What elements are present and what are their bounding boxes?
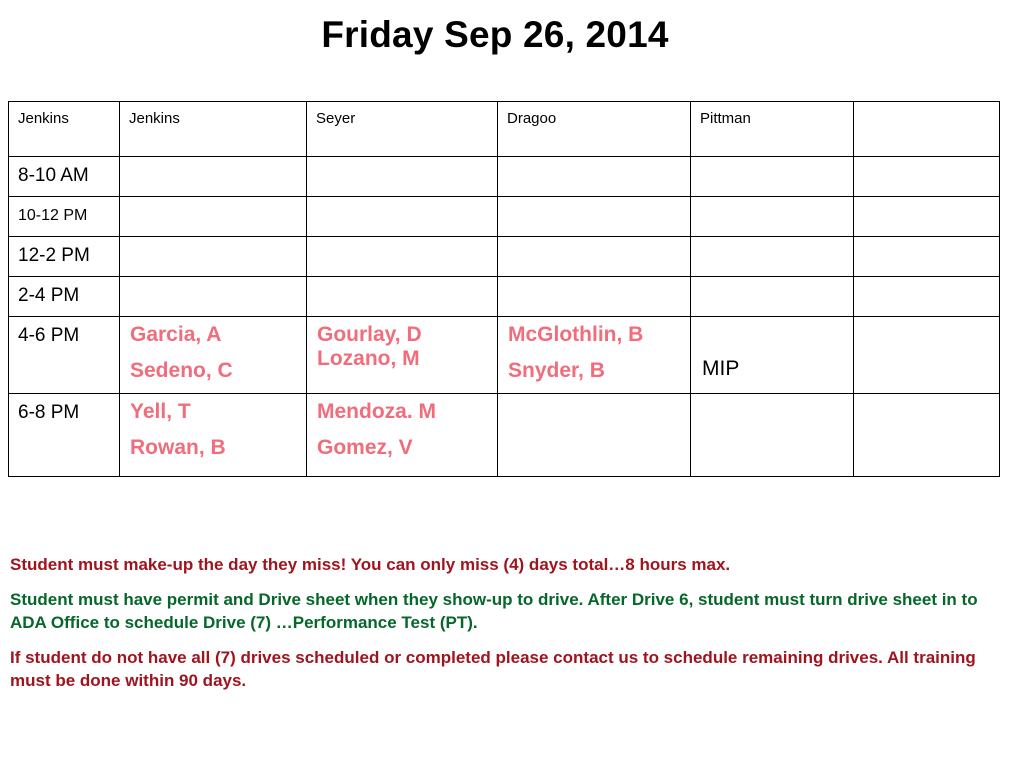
header-cell [691,102,854,157]
note-permit: Student must have permit and Drive sheet when they show-up to drive. After Drive 6, student must turn drive sheet in to ADA Office to schedule Drive (7) …Performance Test (PT). [10,590,978,632]
schedule-cell [498,157,691,197]
student-name: Garcia, A [130,323,222,346]
schedule-cell [307,157,498,197]
schedule-table [8,101,1000,477]
time-slot-label: 12-2 PM [18,245,90,266]
header-instructor-pittman: Pittman [700,110,751,127]
schedule-cell [307,277,498,317]
schedule-cell [854,277,1000,317]
schedule-cell [854,197,1000,237]
student-name: McGlothlin, B [508,323,644,346]
student-name: Lozano, M [317,347,420,370]
schedule-cell [498,317,691,394]
schedule-cell [498,277,691,317]
time-slot-label: 4-6 PM [18,325,80,346]
student-name: Sedeno, C [130,359,233,382]
table-row [9,157,1000,197]
student-list [120,317,306,383]
header-instructor-seyer: Seyer [316,110,356,127]
time-cell [9,237,120,277]
time-slot-label: 8-10 AM [18,165,89,186]
schedule-cell [854,317,1000,394]
note-contact: If student do not have all (7) drives scheduled or completed please contact us to schedule remaining drives. All training must be done within 90 days. [10,648,976,690]
schedule-cell [307,237,498,277]
student-name: Yell, T [130,400,191,423]
time-slot-label: 2-4 PM [18,285,80,306]
schedule-cell [498,394,691,477]
schedule-cell [691,197,854,237]
note-makeup: Student must make-up the day they miss! You can only miss (4) days total…8 hours max. [10,555,731,574]
schedule-cell [854,237,1000,277]
table-row [9,317,1000,394]
header-cell [9,102,120,157]
mip-label: MIP [702,357,740,380]
schedule-cell [498,237,691,277]
table-row [9,197,1000,237]
student-name: Rowan, B [130,436,226,459]
student-name: Gomez, V [317,436,413,459]
student-name: Mendoza. M [317,400,436,423]
header-cell-empty [854,102,1000,157]
time-slot-label: 10-12 PM [18,207,88,224]
table-row [9,277,1000,317]
schedule-cell [691,317,854,394]
time-cell [9,197,120,237]
schedule-cell [120,277,307,317]
student-list [307,394,497,460]
student-list [498,317,690,383]
schedule-cell [307,394,498,477]
header-time-column: Jenkins [18,110,69,127]
header-instructor-jenkins: Jenkins [129,110,180,127]
schedule-cell [120,394,307,477]
schedule-cell [691,277,854,317]
notes-section [10,553,1000,704]
header-row [9,102,1000,157]
schedule-cell [307,197,498,237]
time-cell [9,277,120,317]
header-blank [854,102,999,110]
time-slot-label: 6-8 PM [18,402,80,423]
schedule-cell [854,157,1000,197]
schedule-cell [120,197,307,237]
table-row [9,394,1000,477]
time-cell [9,394,120,477]
schedule-cell [854,394,1000,477]
time-cell [9,157,120,197]
student-list [307,317,497,371]
schedule-cell [120,157,307,197]
header-cell [120,102,307,157]
page-title: Friday Sep 26, 2014 [321,14,669,55]
schedule-cell [691,157,854,197]
student-name: Gourlay, D [317,323,422,346]
time-cell [9,317,120,394]
header-instructor-dragoo: Dragoo [507,110,557,127]
header-cell [498,102,691,157]
student-list [120,394,306,460]
schedule-cell [498,197,691,237]
schedule-cell [691,394,854,477]
table-row [9,237,1000,277]
schedule-cell [691,237,854,277]
schedule-cell [307,317,498,394]
student-name: Snyder, B [508,359,605,382]
schedule-cell [120,317,307,394]
header-cell [307,102,498,157]
schedule-cell [120,237,307,277]
